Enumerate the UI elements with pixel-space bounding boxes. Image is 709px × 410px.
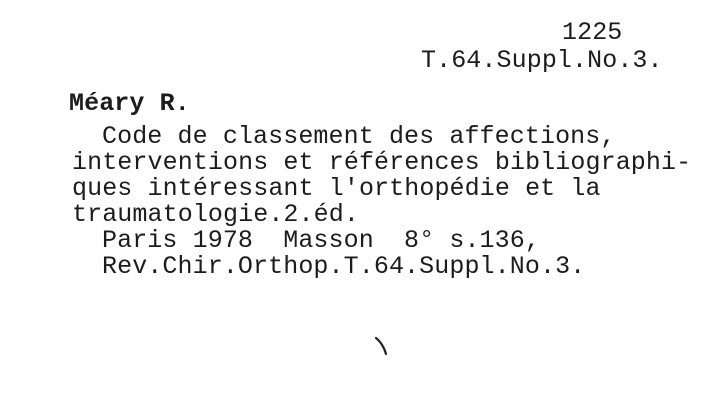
title-line-3: ques intéressant l'orthopédie et la (72, 174, 601, 203)
author: Méary R. (69, 89, 190, 118)
imprint-line: Paris 1978 Masson 8° s.136, (102, 226, 540, 255)
title-line-2: interventions et références bibliographi- (72, 148, 692, 177)
title-line-1: Code de classement des affections, (102, 122, 616, 151)
series-line: Rev.Chir.Orthop.T.64.Suppl.No.3. (102, 252, 586, 281)
pen-mark-icon (372, 335, 392, 357)
title-line-4: traumatologie.2.éd. (72, 200, 359, 229)
card-number: 1225 (562, 18, 623, 47)
shelfmark: T.64.Suppl.No.3. (421, 46, 663, 75)
